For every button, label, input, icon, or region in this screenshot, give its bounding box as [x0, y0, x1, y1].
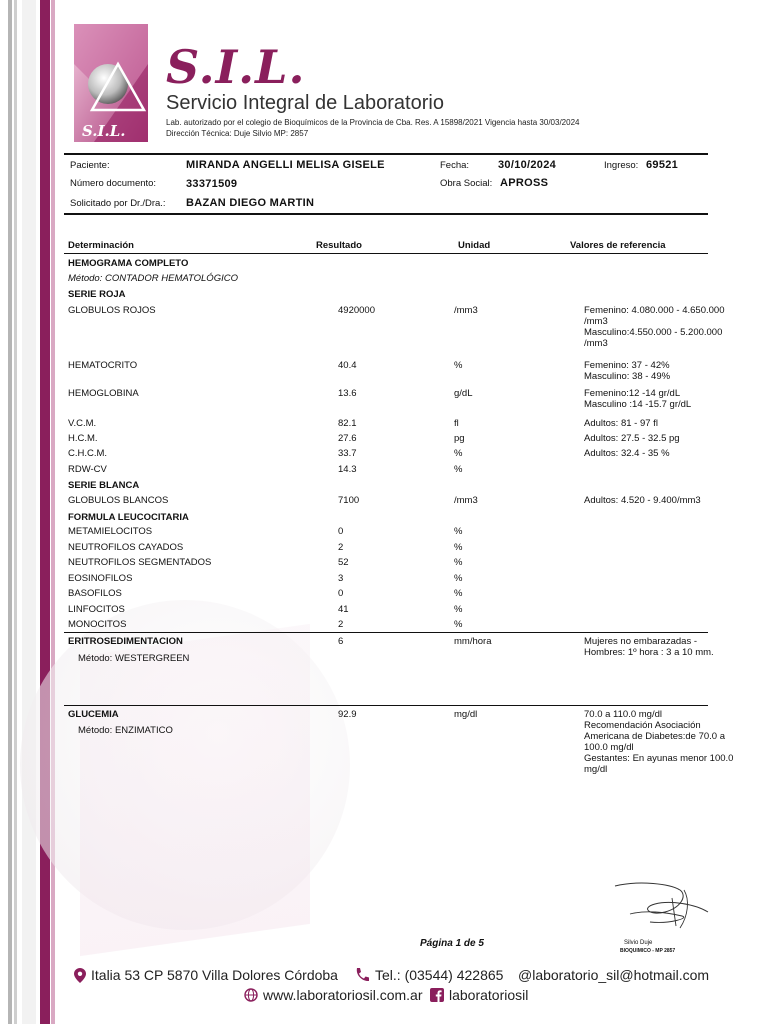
date-label: Fecha: — [440, 160, 470, 171]
authorization-text: Lab. autorizado por el colegio de Bioquímicos de la Provincia de Cba. Res. A 15898/2021 Vigencia hasta 30/03/2024 — [166, 118, 580, 127]
watermark-shape — [80, 624, 310, 956]
left-stripe-pink — [51, 0, 55, 1024]
obra-social: APROSS — [500, 177, 549, 189]
facebook-icon — [430, 988, 444, 1002]
left-stripe-gray — [8, 0, 12, 1024]
col-determinacion: Determinación — [68, 240, 134, 251]
phone-icon — [354, 967, 370, 983]
signature-title: BIOQUIMICO - MP 2857 — [620, 948, 676, 954]
section-rule-glu — [64, 705, 708, 706]
header-rule-top — [64, 153, 708, 155]
obra-social-label: Obra Social: — [440, 178, 493, 189]
footer-email[interactable]: @laboratorio_sil@hotmail.com — [518, 967, 710, 983]
footer-address: Italia 53 CP 5870 Villa Dolores Córdoba — [74, 967, 338, 983]
doctor-name: BAZAN DIEGO MARTIN — [186, 197, 315, 209]
footer-web[interactable]: www.laboratoriosil.com.ar — [244, 987, 423, 1003]
globe-icon — [244, 988, 258, 1002]
footer-phone: Tel.: (03544) 422865 — [354, 967, 503, 983]
page-indicator: Página 1 de 5 — [420, 938, 484, 949]
column-rule — [64, 253, 708, 254]
section-rule-eri — [64, 632, 708, 633]
ingreso-number: 69521 — [646, 159, 679, 171]
left-stripe-magenta — [40, 0, 50, 1024]
left-stripe-light — [14, 0, 17, 1024]
document-number: 33371509 — [186, 178, 238, 190]
technical-direction: Dirección Técnica: Duje Silvio MP: 2857 — [166, 129, 309, 138]
col-referencia: Valores de referencia — [570, 240, 666, 251]
col-resultado: Resultado — [316, 240, 362, 251]
patient-label: Paciente: — [70, 160, 110, 171]
doctor-label: Solicitado por Dr./Dra.: — [70, 198, 166, 209]
brand-name: S.I.L. — [166, 40, 306, 94]
footer-facebook[interactable]: laboratoriosil — [430, 987, 528, 1003]
left-stripe-pale — [22, 0, 36, 1024]
report-date: 30/10/2024 — [498, 159, 557, 171]
signature-name: Silvio Duje — [624, 940, 653, 946]
ingreso-label: Ingreso: — [604, 160, 639, 171]
lab-subtitle: Servicio Integral de Laboratorio — [166, 92, 444, 114]
patient-name: MIRANDA ANGELLI MELISA GISELE — [186, 159, 385, 171]
svg-text:S.I.L.: S.I.L. — [82, 122, 126, 140]
document-label: Número documento: — [70, 178, 157, 189]
col-unidad: Unidad — [458, 240, 491, 251]
header-rule-bottom — [64, 213, 708, 215]
lab-logo — [74, 24, 148, 142]
location-pin-icon — [74, 968, 86, 983]
signature-image — [610, 878, 720, 938]
